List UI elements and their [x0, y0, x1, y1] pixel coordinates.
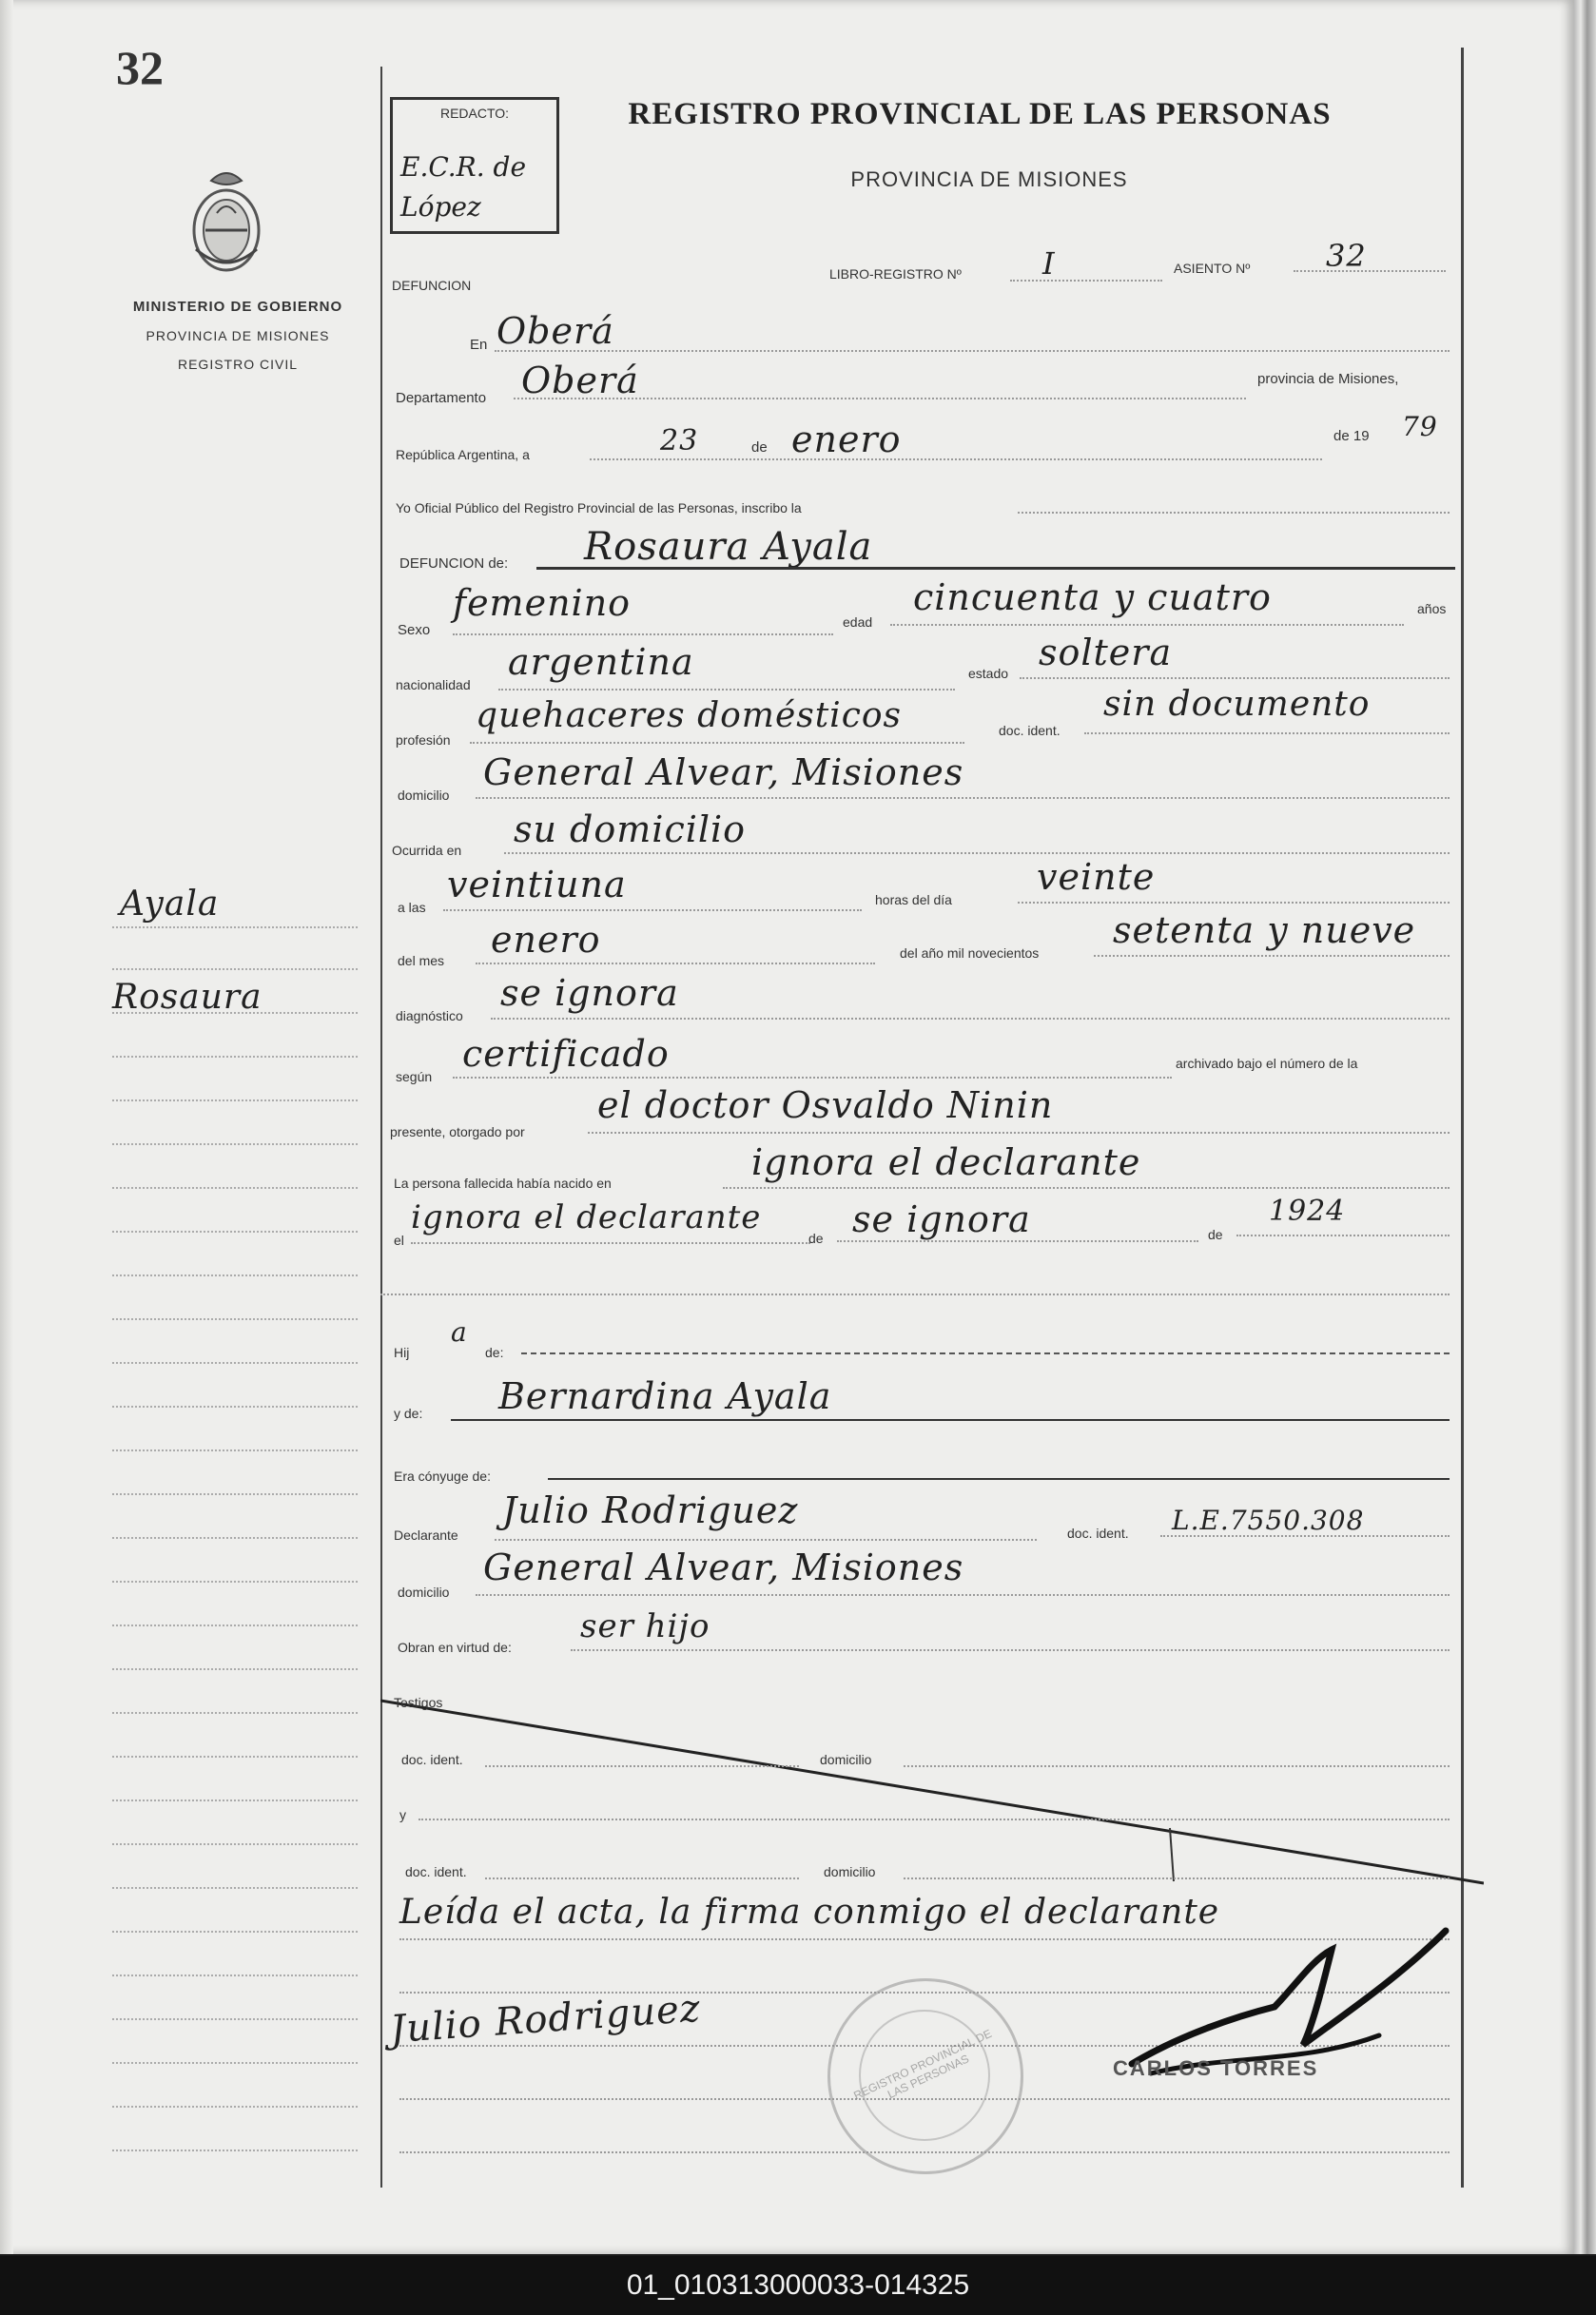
segun-value: certificado: [462, 1033, 670, 1075]
estado-label: estado: [968, 666, 1009, 681]
closing-text: Leída el acta, la firma conmigo el declarante: [399, 1893, 1220, 1932]
diagnostico-value: se ignora: [500, 972, 679, 1014]
hora-value: veintiuna: [447, 864, 627, 905]
page-number: 32: [116, 41, 164, 94]
domicilio-label: domicilio: [398, 788, 450, 803]
asiento-label: ASIENTO Nº: [1174, 261, 1251, 276]
anos-label: años: [1417, 601, 1447, 616]
date-de-label: de: [751, 439, 768, 456]
nacionalidad-value: argentina: [508, 641, 694, 683]
edad-label: edad: [843, 614, 873, 630]
libro-label: LIBRO-REGISTRO Nº: [829, 266, 962, 282]
hij-label: Hij: [394, 1345, 410, 1360]
mes-value: enero: [491, 919, 601, 961]
official-signature: [1094, 1921, 1455, 2111]
presente-value: el doctor Osvaldo Ninin: [597, 1084, 1054, 1126]
asiento-value: 32: [1326, 238, 1367, 274]
sexo-value: femenino: [453, 582, 632, 624]
year-value: 79: [1402, 411, 1438, 442]
day-value: 23: [660, 424, 699, 457]
testigos-cancel-line: [380, 1693, 1484, 1893]
ministry-registry: REGISTRO CIVIL: [177, 357, 299, 372]
el-label: el: [394, 1233, 404, 1248]
t2-dom-label: domicilio: [824, 1864, 876, 1879]
seal-text: REGISTRO PROVINCIAL DE LAS PERSONAS: [851, 2026, 994, 2103]
page-title: REGISTRO PROVINCIAL DE LAS PERSONAS: [628, 97, 1332, 131]
libro-value: I: [1042, 245, 1056, 282]
y-de-label: y de:: [394, 1406, 423, 1421]
presente-label: presente, otorgado por: [390, 1124, 525, 1139]
dia-value: veinte: [1037, 856, 1156, 898]
mother-name: Bernardina Ayala: [498, 1375, 832, 1417]
page-binding: [0, 0, 13, 2254]
official-stamp-name: CARLOS TORRES: [1113, 2056, 1319, 2080]
y-label: y: [399, 1807, 406, 1822]
image-id-footer: 01_010313000033-014325: [0, 2256, 1596, 2315]
coat-of-arms-icon: [183, 164, 270, 278]
ministry-province: PROVINCIA DE MISIONES: [146, 328, 330, 343]
ministry-name: MINISTERIO DE GOBIERNO: [132, 299, 343, 315]
ocurrida-value: su domicilio: [514, 808, 747, 850]
profesion-label: profesión: [396, 732, 451, 748]
decl-doc-label: doc. ident.: [1067, 1526, 1129, 1541]
obran-label: Obran en virtud de:: [398, 1640, 512, 1655]
t1-doc-label: doc. ident.: [401, 1752, 463, 1767]
domicilio-value: General Alvear, Misiones: [483, 751, 964, 793]
birth-year: 1924: [1269, 1195, 1346, 1228]
del-ano-label: del año mil novecientos: [900, 945, 1040, 961]
decl-doc-value: L.E.7550.308: [1172, 1505, 1365, 1536]
departamento-value: Oberá: [521, 360, 639, 401]
decl-domicilio-label: domicilio: [398, 1585, 450, 1600]
sexo-label: Sexo: [398, 622, 431, 638]
year-prefix: de 19: [1333, 428, 1370, 444]
ministry-header: [114, 299, 361, 385]
defuncion-label: DEFUNCION de:: [399, 555, 509, 572]
estado-value: soltera: [1039, 632, 1173, 673]
declarante-signature: Julio Rodriguez: [388, 1986, 703, 2052]
nacionalidad-label: nacionalidad: [396, 677, 471, 692]
year-de-label: de: [1208, 1227, 1223, 1242]
redacto-label: REDACTO:: [439, 106, 510, 121]
ocurrida-label: Ocurrida en: [392, 843, 462, 858]
page-stack-edge: [1574, 0, 1596, 2254]
page-subtitle: PROVINCIA DE MISIONES: [850, 167, 1128, 191]
declarante-label: Declarante: [394, 1527, 458, 1543]
oficial-text: Yo Oficial Público del Registro Provincial de las Personas, inscribo la: [396, 500, 802, 516]
republica-label: República Argentina, a: [396, 447, 530, 462]
diagnostico-label: diagnóstico: [396, 1008, 463, 1023]
margin-surname: Ayala: [120, 885, 220, 924]
nacido-label: La persona fallecida había nacido en: [394, 1176, 612, 1191]
el-de-value: se ignora: [852, 1198, 1031, 1240]
redacto-author: E.C.R. de López: [400, 151, 527, 223]
ano-value: setenta y nueve: [1113, 909, 1416, 951]
nacido-value: ignora el declarante: [751, 1141, 1141, 1183]
hij-suffix: a: [451, 1316, 468, 1348]
t1-dom-label: domicilio: [820, 1752, 872, 1767]
horas-label: horas del día: [875, 892, 952, 907]
del-mes-label: del mes: [398, 953, 445, 968]
decl-domicilio-value: General Alvear, Misiones: [483, 1547, 964, 1588]
month-value: enero: [791, 418, 902, 460]
a-las-label: a las: [398, 900, 426, 915]
hij-de-label: de:: [485, 1345, 504, 1360]
deceased-name: Rosaura Ayala: [584, 525, 873, 569]
doc-ident-value: sin documento: [1103, 685, 1371, 724]
conyuge-label: Era cónyuge de:: [394, 1469, 491, 1484]
segun-label: según: [396, 1069, 433, 1084]
doc-ident-label: doc. ident.: [999, 723, 1061, 738]
archivado-label: archivado bajo el número de la: [1176, 1056, 1358, 1071]
declarante-value: Julio Rodriguez: [502, 1489, 799, 1531]
act-type-label: DEFUNCION: [392, 278, 472, 293]
testigos-label: Testigos: [394, 1695, 443, 1710]
provincia-suffix: provincia de Misiones,: [1257, 371, 1399, 387]
obran-value: ser hijo: [580, 1607, 710, 1645]
en-label: En: [470, 337, 488, 353]
profesion-value: quehaceres domésticos: [476, 696, 903, 735]
departamento-label: Departamento: [396, 390, 487, 406]
margin-given-name: Rosaura: [112, 978, 263, 1017]
el-de-label: de: [808, 1231, 824, 1246]
el-value: ignora el declarante: [411, 1198, 762, 1236]
en-value: Oberá: [496, 310, 614, 352]
registry-seal: [827, 1978, 1023, 2174]
t2-doc-label: doc. ident.: [405, 1864, 467, 1879]
edad-value: cincuenta y cuatro: [913, 576, 1272, 618]
